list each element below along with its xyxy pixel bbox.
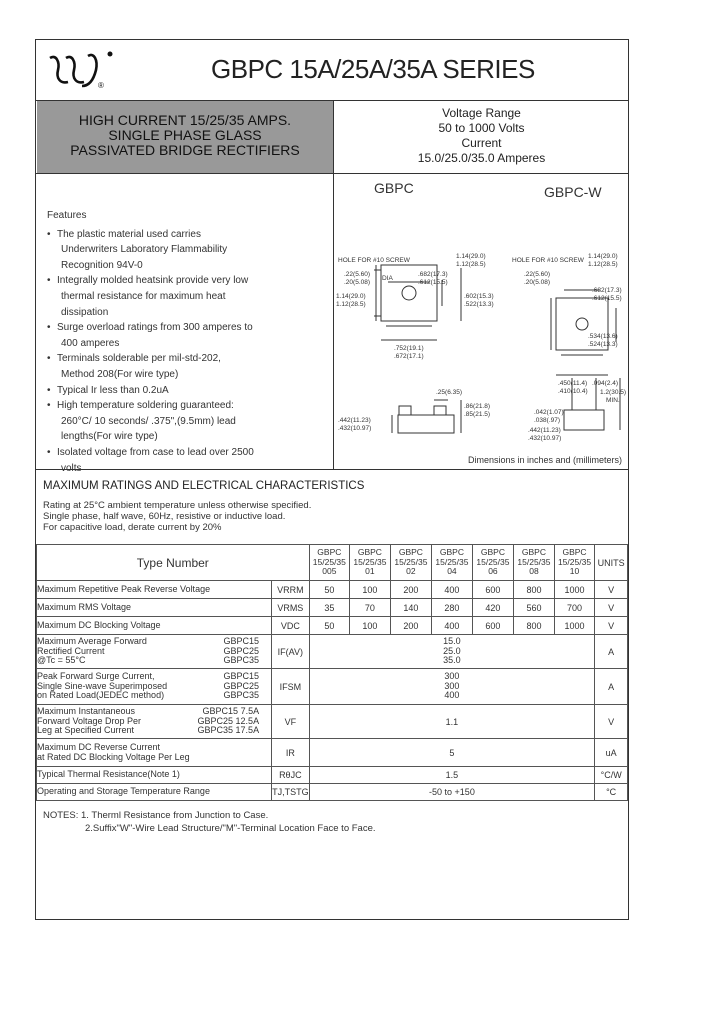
divider (36, 469, 628, 470)
dim-g1: .86(21.8) (464, 403, 491, 410)
bullet-icon: • (47, 446, 51, 458)
feature-item (47, 383, 332, 399)
parameter: Maximum DC Blocking Voltage (37, 617, 272, 635)
dim-a1-left: 1.14(29.0) (336, 293, 366, 300)
table-row-thermal: Typical Thermal Resistance(Note 1) RθJC 1.5 °C/W (37, 767, 628, 784)
value-cell: 400 (432, 581, 473, 599)
value-cell: 420 (472, 599, 513, 617)
feature-line: 260°C/ 10 seconds/ .375",(9.5mm) lead (61, 415, 236, 427)
feature-line: The plastic material used carries (57, 228, 201, 240)
symbol: VRMS (272, 599, 310, 617)
ratings-table (36, 544, 628, 801)
package-outline-drawings (336, 210, 628, 450)
gbpc-w-body-side-view (564, 410, 604, 430)
table-row (37, 581, 628, 599)
dim-w-n1: .094(2.4) (592, 380, 619, 387)
col-header: GBPC 15/25/35 10 (554, 545, 595, 581)
bullet-icon: • (47, 275, 51, 287)
col-header: GBPC 15/25/35 02 (390, 545, 431, 581)
spec-box (334, 101, 629, 173)
unit: V (595, 617, 628, 635)
feature-item (47, 398, 332, 445)
value-cell: 700 (554, 599, 595, 617)
feature-item (47, 351, 332, 382)
feature-line: Recognition 94V-0 (61, 259, 143, 271)
feature-line: dissipation (61, 306, 109, 318)
unit: V (595, 705, 628, 739)
table-header-row (37, 545, 628, 581)
note-2: 2.Suffix"W"-Wire Lead Structure/"M"-Terminal Location Face to Face. (85, 822, 376, 834)
hole-note-gbpc: HOLE FOR #10 SCREW (338, 257, 410, 264)
unit: °C/W (595, 767, 628, 784)
feature-line: Underwriters Laboratory Flammability (61, 244, 228, 256)
registered-mark: ® (98, 81, 104, 90)
voltage-range-value: 50 to 1000 Volts (438, 121, 525, 135)
symbol: VDC (272, 617, 310, 635)
feature-item (47, 445, 332, 476)
dim-w-i2: .038(.97) (534, 417, 561, 424)
dim-w-c2: .612(15.5) (592, 295, 622, 302)
ratings-title: MAXIMUM RATINGS AND ELECTRICAL CHARACTERISTICS (43, 480, 365, 492)
summary-box (37, 101, 334, 173)
feature-line: High temperature soldering guaranteed: (57, 400, 234, 412)
value-cell: 560 (514, 599, 555, 617)
dim-f1: .25(6.35) (436, 389, 463, 396)
dim-w-j2: .432(10.97) (528, 435, 562, 442)
table-row-vf: Maximum Instantaneous GBPC15 7.5A Forward Voltage Drop Per GBPC25 12.5A Leg at Specified Current GBPC35 17.5A VF 1.1 V (37, 705, 628, 739)
condition-line-3: For capacitive load, derate current by 20% (43, 522, 222, 533)
table-row (37, 617, 628, 635)
feature-line: Method 208(For wire type) (61, 368, 179, 380)
col-header: GBPC 15/25/35 08 (514, 545, 555, 581)
dim-h1: .442(11.23) (338, 417, 371, 424)
dim-w-a2: 1.12(28.5) (588, 261, 618, 268)
value-cell: 70 (350, 599, 391, 617)
feature-line: volts (61, 462, 82, 474)
unit: °C (595, 784, 628, 801)
type-number-header: Type Number (37, 545, 310, 581)
unit: V (595, 599, 628, 617)
note-1: NOTES: 1. Therml Resistance from Junction to Case. (43, 810, 269, 821)
parameter: Maximum Repetitive Peak Reverse Voltage (37, 581, 272, 599)
symbol: TJ,TSTG (272, 784, 310, 801)
feature-item (47, 320, 332, 351)
col-header: GBPC 15/25/35 005 (309, 545, 350, 581)
dim-w-p1: .534(13.6) (588, 333, 618, 340)
package-label-gbpc: GBPC (374, 180, 414, 196)
voltage-range-label: Voltage Range (442, 106, 521, 120)
value-cell: 50 (309, 581, 350, 599)
dim-d2: .522(13.3) (464, 301, 494, 308)
unit: A (595, 669, 628, 705)
dim-e2: .672(17.1) (394, 353, 424, 360)
value-cell: 400 (432, 617, 473, 635)
dim-c1: .682(17.3) (418, 271, 448, 278)
column-divider (333, 174, 334, 469)
summary-line-3: PASSIVATED BRIDGE RECTIFIERS (70, 142, 300, 158)
symbol: VF (272, 705, 310, 739)
bullet-icon: • (47, 322, 51, 334)
dim-g2: .85(21.5) (464, 411, 491, 418)
bullet-icon: • (47, 384, 51, 396)
features-list (47, 208, 332, 476)
table-row-avg-forward: Maximum Average Forward GBPC15 Rectified Current GBPC25 @Tc = 55°C GBPC35 IF(AV) 15.0 25.0 35.0 A (37, 635, 628, 669)
bullet-icon: • (47, 353, 51, 365)
features-heading: Features (47, 210, 87, 221)
dim-a1: 1.14(29.0) (456, 253, 486, 260)
value-cell: 200 (390, 581, 431, 599)
value-cell: 800 (514, 617, 555, 635)
table-row-temp: Operating and Storage Temperature Range TJ,TSTG -50 to +150 °C (37, 784, 628, 801)
dim-b2: .20(5.08) (344, 279, 371, 286)
gbpc-body-side-view (398, 415, 454, 433)
dim-w-b2: .20(5.08) (524, 279, 551, 286)
value-cell: 100 (350, 581, 391, 599)
dimensions-note: Dimensions in inches and (millimeters) (468, 455, 623, 465)
dim-c2: .612(15.5) (418, 279, 448, 286)
summary-line-1: HIGH CURRENT 15/25/35 AMPS. (78, 112, 292, 128)
dim-w-c1: .682(17.3) (592, 287, 622, 294)
condition-line-2: Single phase, half wave, 60Hz, resistive or inductive load. (43, 511, 286, 522)
table-row-surge: Peak Forward Surge Current, GBPC15 Single Sine-wave Superimposed GBPC25 on Rated Load(JEDEC method) GBPC35 IFSM 300 300 400 A (37, 669, 628, 705)
bullet-icon: • (47, 400, 51, 412)
current-value: 15.0/25.0/35.0 Amperes (417, 151, 546, 165)
unit: V (595, 581, 628, 599)
dim-w-a1: 1.14(29.0) (588, 253, 618, 260)
symbol: IF(AV) (272, 635, 310, 669)
value-cell: 100 (350, 617, 391, 635)
feature-item (47, 273, 332, 320)
dim-b1: .22(5.60) (344, 271, 371, 278)
feature-line: 400 amperes (61, 337, 120, 349)
value-cell: 50 (309, 617, 350, 635)
value-cell: 1000 (554, 581, 595, 599)
dim-w-b1: .22(5.60) (524, 271, 551, 278)
dim-w-j1: .442(11.23) (528, 427, 561, 434)
feature-line: thermal resistance for maximum heat (61, 290, 226, 302)
feature-item (47, 227, 332, 274)
feature-line: lengths(For wire type) (61, 431, 158, 443)
value-cell: 280 (432, 599, 473, 617)
dim-a2-left: 1.12(28.5) (336, 301, 366, 308)
parameter: Maximum RMS Voltage (37, 599, 272, 617)
dim-d1: .602(15.3) (464, 293, 494, 300)
symbol: IR (272, 739, 310, 767)
units-header: UNITS (595, 545, 628, 581)
feature-line: Typical Ir less than 0.2uA (57, 384, 169, 396)
summary-line-2: SINGLE PHASE GLASS (108, 127, 262, 143)
symbol: IFSM (272, 669, 310, 705)
ratings-conditions (43, 500, 311, 533)
table-row-ir: Maximum DC Reverse Current at Rated DC Blocking Voltage Per Leg IR 5 uA (37, 739, 628, 767)
gbpc-w-screw-hole (576, 318, 588, 330)
value-cell: 1000 (554, 617, 595, 635)
feature-line: Terminals solderable per mil-std-202, (57, 353, 221, 365)
dim-w-m1: .450(11.4) (558, 380, 588, 387)
feature-line: Isolated voltage from case to lead over 2500 (57, 446, 254, 458)
gbpc-screw-hole (402, 286, 416, 300)
dim-dia: DIA (382, 275, 393, 282)
value-cell: 140 (390, 599, 431, 617)
feature-line: Integrally molded heatsink provide very low (57, 275, 249, 287)
dim-a2: 1.12(28.5) (456, 261, 486, 268)
feature-line: Surge overload ratings from 300 amperes to (57, 322, 253, 334)
condition-line-1: Rating at 25°C ambient temperature unless otherwise specified. (43, 500, 312, 511)
col-header: GBPC 15/25/35 01 (350, 545, 391, 581)
divider (36, 173, 628, 174)
value-cell: 200 (390, 617, 431, 635)
current-label: Current (461, 136, 502, 150)
dim-h2: .432(10.97) (338, 425, 372, 432)
dim-w-p2: .524(13.3) (588, 341, 618, 348)
symbol: VRRM (272, 581, 310, 599)
value-cell: 600 (472, 581, 513, 599)
dim-w-m2: .410(10.4) (558, 388, 588, 395)
value-cell: 800 (514, 581, 555, 599)
col-header: GBPC 15/25/35 06 (472, 545, 513, 581)
value-cell: 35 (309, 599, 350, 617)
notes (43, 810, 376, 835)
bullet-icon: • (47, 228, 51, 240)
symbol: RθJC (272, 767, 310, 784)
col-header: GBPC 15/25/35 04 (432, 545, 473, 581)
datasheet-frame (35, 39, 629, 920)
dim-e1: .752(19.1) (394, 345, 424, 352)
package-label-gbpc-w: GBPC-W (544, 184, 602, 200)
dim-w-i1: .042(1.07) (534, 409, 564, 416)
dim-w-k1: 1.2(30.5) (600, 389, 627, 396)
value-cell: 600 (472, 617, 513, 635)
unit: A (595, 635, 628, 669)
company-logo (46, 48, 118, 90)
page-title: GBPC 15A/25A/35A SERIES (211, 54, 535, 84)
hole-note-gbpc-w: HOLE FOR #10 SCREW (512, 257, 584, 264)
table-row (37, 599, 628, 617)
dim-w-k2: MIN. (606, 397, 620, 404)
unit: uA (595, 739, 628, 767)
